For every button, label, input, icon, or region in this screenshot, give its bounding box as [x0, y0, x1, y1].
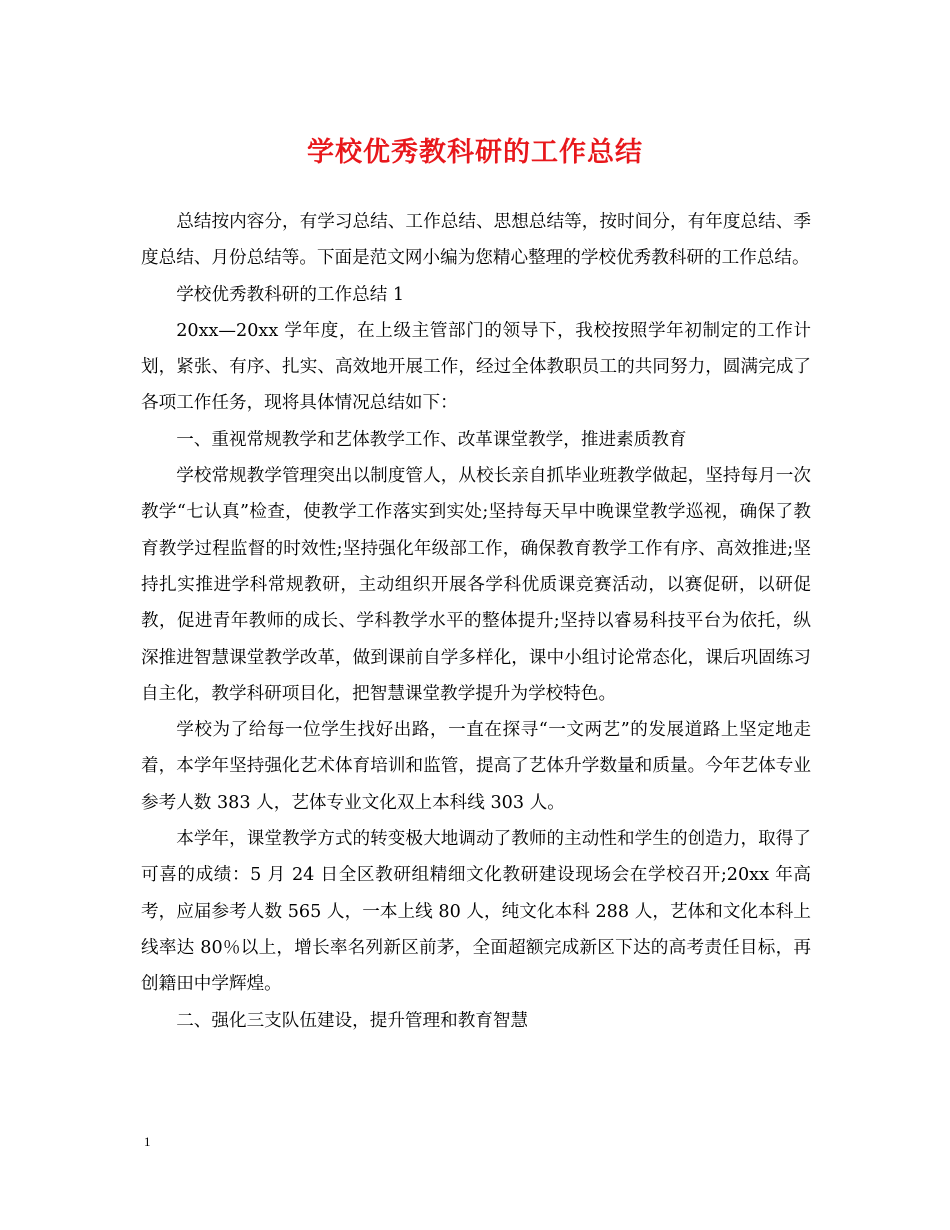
body-paragraph: 学校为了给每一位学生找好出路，一直在探寻“一文两艺”的发展道路上坚定地走着，本学年坚持强化艺术体育培训和监管，提高了艺体升学数量和质量。今年艺体专业参考人数 383 人，艺体专业文化双上本科线 303 人。 [141, 720, 811, 813]
body-paragraph: 学校常规教学管理突出以制度管人，从校长亲自抓毕业班教学做起，坚持每月一次教学“七认真”检查，使教学工作落实到实处;坚持每天早中晚课堂教学巡视，确保了教育教学过程监督的时效性;坚持强化年级部工作，确保教育教学工作有序、高效推进;坚持扎实推进学科常规教研，主动组织开展各学科优质课竞赛活动，以赛促研，以研促教，促进青年教师的成长、学科教学水平的整体提升;坚持以睿易科技平台为依托，纵深推进智慧课堂教学改革，做到课前自学多样化，课中小组讨论常态化，课后巩固练习自主化，教学科研项目化，把智慧课堂教学提升为学校特色。 [141, 466, 811, 704]
subsection-heading: 二、强化三支队伍建设，提升管理和教育智慧 [176, 1010, 529, 1031]
document-title: 学校优秀教科研的工作总结 [307, 137, 643, 168]
page-number: 1 [144, 1134, 151, 1149]
section-heading: 学校优秀教科研的工作总结 1 [176, 284, 405, 305]
subsection-heading: 一、重视常规教学和艺体教学工作、改革课堂教学，推进素质教育 [176, 429, 687, 450]
document-body [141, 204, 811, 1039]
body-paragraph: 本学年，课堂教学方式的转变极大地调动了教师的主动性和学生的创造力，取得了可喜的成绩：5 月 24 日全区教研组精细文化教研建设现场会在学校召开;20xx 年高考，应届参考人数 565 人，一本上线 80 人，纯文化本科 288 人，艺体和文化本科上线率达 80％以上，增长率名列新区前茅，全面超额完成新区下达的高考责任目标，再创籍田中学辉煌。 [141, 829, 811, 995]
intro-paragraph: 总结按内容分，有学习总结、工作总结、思想总结等，按时间分，有年度总结、季度总结、月份总结等。下面是范文网小编为您精心整理的学校优秀教科研的工作总结。 [141, 212, 811, 269]
body-paragraph: 20xx—20xx 学年度，在上级主管部门的领导下，我校按照学年初制定的工作计划，紧张、有序、扎实、高效地开展工作，经过全体教职员工的共同努力，圆满完成了各项工作任务，现将具体情况总结如下： [141, 320, 811, 414]
